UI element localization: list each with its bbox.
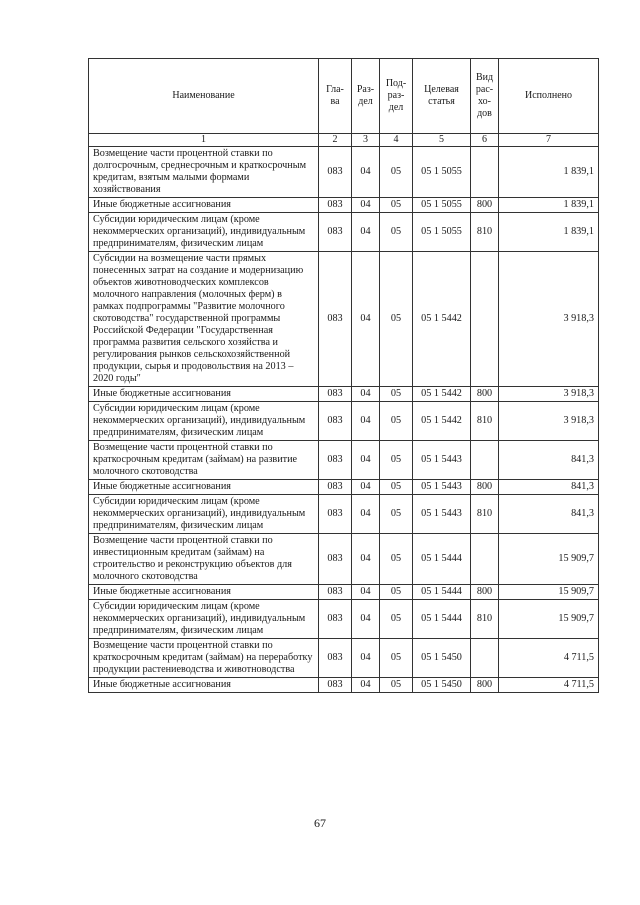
cell-target: 05 1 5443: [413, 441, 471, 480]
cell-amount: 4 711,5: [499, 639, 599, 678]
cell-subsection: 05: [380, 639, 413, 678]
cell-section: 04: [352, 213, 380, 252]
cell-amount: 15 909,7: [499, 585, 599, 600]
header-row: [89, 59, 599, 134]
cell-expense-type: [471, 639, 499, 678]
cell-chapter: 083: [319, 585, 352, 600]
header-chapter: Гла- ва: [319, 59, 352, 134]
cell-subsection: 05: [380, 600, 413, 639]
cell-section: 04: [352, 585, 380, 600]
cell-chapter: 083: [319, 387, 352, 402]
cell-amount: 841,3: [499, 441, 599, 480]
cell-subsection: 05: [380, 480, 413, 495]
column-number: 1: [89, 134, 319, 147]
cell-section: 04: [352, 402, 380, 441]
cell-subsection: 05: [380, 213, 413, 252]
table-row: [89, 147, 599, 198]
cell-target: 05 1 5450: [413, 678, 471, 693]
column-number: 2: [319, 134, 352, 147]
cell-target: 05 1 5055: [413, 213, 471, 252]
table-row: [89, 495, 599, 534]
table-row: [89, 534, 599, 585]
cell-amount: 841,3: [499, 495, 599, 534]
table-row: [89, 252, 599, 387]
cell-subsection: 05: [380, 678, 413, 693]
cell-section: 04: [352, 387, 380, 402]
table-row: [89, 480, 599, 495]
cell-amount: 15 909,7: [499, 600, 599, 639]
cell-amount: 1 839,1: [499, 213, 599, 252]
cell-target: 05 1 5443: [413, 495, 471, 534]
cell-name: Иные бюджетные ассигнования: [89, 480, 319, 495]
cell-section: 04: [352, 600, 380, 639]
cell-target: 05 1 5444: [413, 585, 471, 600]
cell-chapter: 083: [319, 639, 352, 678]
cell-subsection: 05: [380, 585, 413, 600]
table-row: [89, 585, 599, 600]
cell-expense-type: [471, 534, 499, 585]
cell-section: 04: [352, 480, 380, 495]
header-name: Наименование: [89, 59, 319, 134]
cell-target: 05 1 5442: [413, 387, 471, 402]
cell-expense-type: 810: [471, 402, 499, 441]
cell-name: Иные бюджетные ассигнования: [89, 387, 319, 402]
cell-section: 04: [352, 639, 380, 678]
cell-section: 04: [352, 678, 380, 693]
cell-section: 04: [352, 441, 380, 480]
cell-expense-type: 800: [471, 585, 499, 600]
cell-subsection: 05: [380, 495, 413, 534]
header-subsection: Под- раз- дел: [380, 59, 413, 134]
header-section: Раз- дел: [352, 59, 380, 134]
cell-name: Иные бюджетные ассигнования: [89, 678, 319, 693]
cell-amount: 1 839,1: [499, 198, 599, 213]
cell-chapter: 083: [319, 441, 352, 480]
cell-name: Субсидии юридическим лицам (кроме некоммерческих организаций), индивидуальным предпринимателям, физическим лицам: [89, 213, 319, 252]
table-row: [89, 639, 599, 678]
page-number: 67: [314, 816, 326, 830]
cell-expense-type: 810: [471, 213, 499, 252]
cell-amount: 4 711,5: [499, 678, 599, 693]
budget-table: [88, 58, 599, 693]
cell-section: 04: [352, 495, 380, 534]
cell-amount: 3 918,3: [499, 387, 599, 402]
cell-expense-type: 800: [471, 387, 499, 402]
cell-expense-type: 800: [471, 198, 499, 213]
cell-name: Возмещение части процентной ставки по краткосрочным кредитам (займам) на развитие молочного скотоводства: [89, 441, 319, 480]
cell-target: 05 1 5055: [413, 198, 471, 213]
cell-expense-type: [471, 252, 499, 387]
cell-amount: 15 909,7: [499, 534, 599, 585]
cell-chapter: 083: [319, 480, 352, 495]
table-body: [89, 147, 599, 693]
cell-subsection: 05: [380, 402, 413, 441]
cell-target: 05 1 5444: [413, 600, 471, 639]
column-number: 4: [380, 134, 413, 147]
column-number: 7: [499, 134, 599, 147]
cell-target: 05 1 5442: [413, 402, 471, 441]
cell-expense-type: [471, 147, 499, 198]
cell-target: 05 1 5443: [413, 480, 471, 495]
cell-subsection: 05: [380, 147, 413, 198]
cell-name: Субсидии юридическим лицам (кроме некоммерческих организаций), индивидуальным предпринимателям, физическим лицам: [89, 402, 319, 441]
cell-target: 05 1 5442: [413, 252, 471, 387]
cell-section: 04: [352, 252, 380, 387]
cell-amount: 3 918,3: [499, 402, 599, 441]
cell-chapter: 083: [319, 402, 352, 441]
column-number: 5: [413, 134, 471, 147]
cell-chapter: 083: [319, 213, 352, 252]
cell-subsection: 05: [380, 387, 413, 402]
cell-subsection: 05: [380, 441, 413, 480]
cell-subsection: 05: [380, 534, 413, 585]
cell-amount: 841,3: [499, 480, 599, 495]
cell-name: Возмещение части процентной ставки по краткосрочным кредитам (займам) на переработку продукции растениеводства и животноводства: [89, 639, 319, 678]
cell-subsection: 05: [380, 252, 413, 387]
cell-section: 04: [352, 198, 380, 213]
cell-chapter: 083: [319, 198, 352, 213]
cell-expense-type: 800: [471, 678, 499, 693]
table-row: [89, 198, 599, 213]
table-row: [89, 402, 599, 441]
cell-target: 05 1 5444: [413, 534, 471, 585]
cell-section: 04: [352, 534, 380, 585]
cell-target: 05 1 5055: [413, 147, 471, 198]
column-number: 6: [471, 134, 499, 147]
cell-name: Иные бюджетные ассигнования: [89, 198, 319, 213]
cell-expense-type: 800: [471, 480, 499, 495]
cell-chapter: 083: [319, 495, 352, 534]
table-row: [89, 387, 599, 402]
header-target: Целевая статья: [413, 59, 471, 134]
column-number: 3: [352, 134, 380, 147]
table-row: [89, 213, 599, 252]
cell-subsection: 05: [380, 198, 413, 213]
cell-chapter: 083: [319, 252, 352, 387]
cell-chapter: 083: [319, 534, 352, 585]
cell-amount: 1 839,1: [499, 147, 599, 198]
cell-name: Субсидии на возмещение части прямых понесенных затрат на создание и модернизацию объектов животноводческих комплексов молочного направления (молочных ферм) в рамках подпрограммы "Развитие молочного скотоводства" государственной программы Российской Федерации "Государственная программа развития сельского хозяйства и регулирования рынков сельскохозяйственной продукции, сырья и продовольствия на 2013 – 2020 годы": [89, 252, 319, 387]
cell-expense-type: 810: [471, 600, 499, 639]
cell-name: Иные бюджетные ассигнования: [89, 585, 319, 600]
cell-name: Субсидии юридическим лицам (кроме некоммерческих организаций), индивидуальным предпринимателям, физическим лицам: [89, 495, 319, 534]
cell-chapter: 083: [319, 600, 352, 639]
table-row: [89, 678, 599, 693]
table-row: [89, 600, 599, 639]
cell-expense-type: 810: [471, 495, 499, 534]
column-number-row: [89, 134, 599, 147]
header-expense-type: Вид рас- хо- дов: [471, 59, 499, 134]
cell-chapter: 083: [319, 678, 352, 693]
cell-expense-type: [471, 441, 499, 480]
cell-name: Субсидии юридическим лицам (кроме некоммерческих организаций), индивидуальным предпринимателям, физическим лицам: [89, 600, 319, 639]
cell-section: 04: [352, 147, 380, 198]
table-row: [89, 441, 599, 480]
cell-amount: 3 918,3: [499, 252, 599, 387]
cell-name: Возмещение части процентной ставки по долгосрочным, среднесрочным и краткосрочным кредитам, взятым малыми формами хозяйствования: [89, 147, 319, 198]
header-executed: Исполнено: [499, 59, 599, 134]
cell-name: Возмещение части процентной ставки по инвестиционным кредитам (займам) на строительство и реконструкцию объектов для молочного скотоводства: [89, 534, 319, 585]
cell-target: 05 1 5450: [413, 639, 471, 678]
cell-chapter: 083: [319, 147, 352, 198]
